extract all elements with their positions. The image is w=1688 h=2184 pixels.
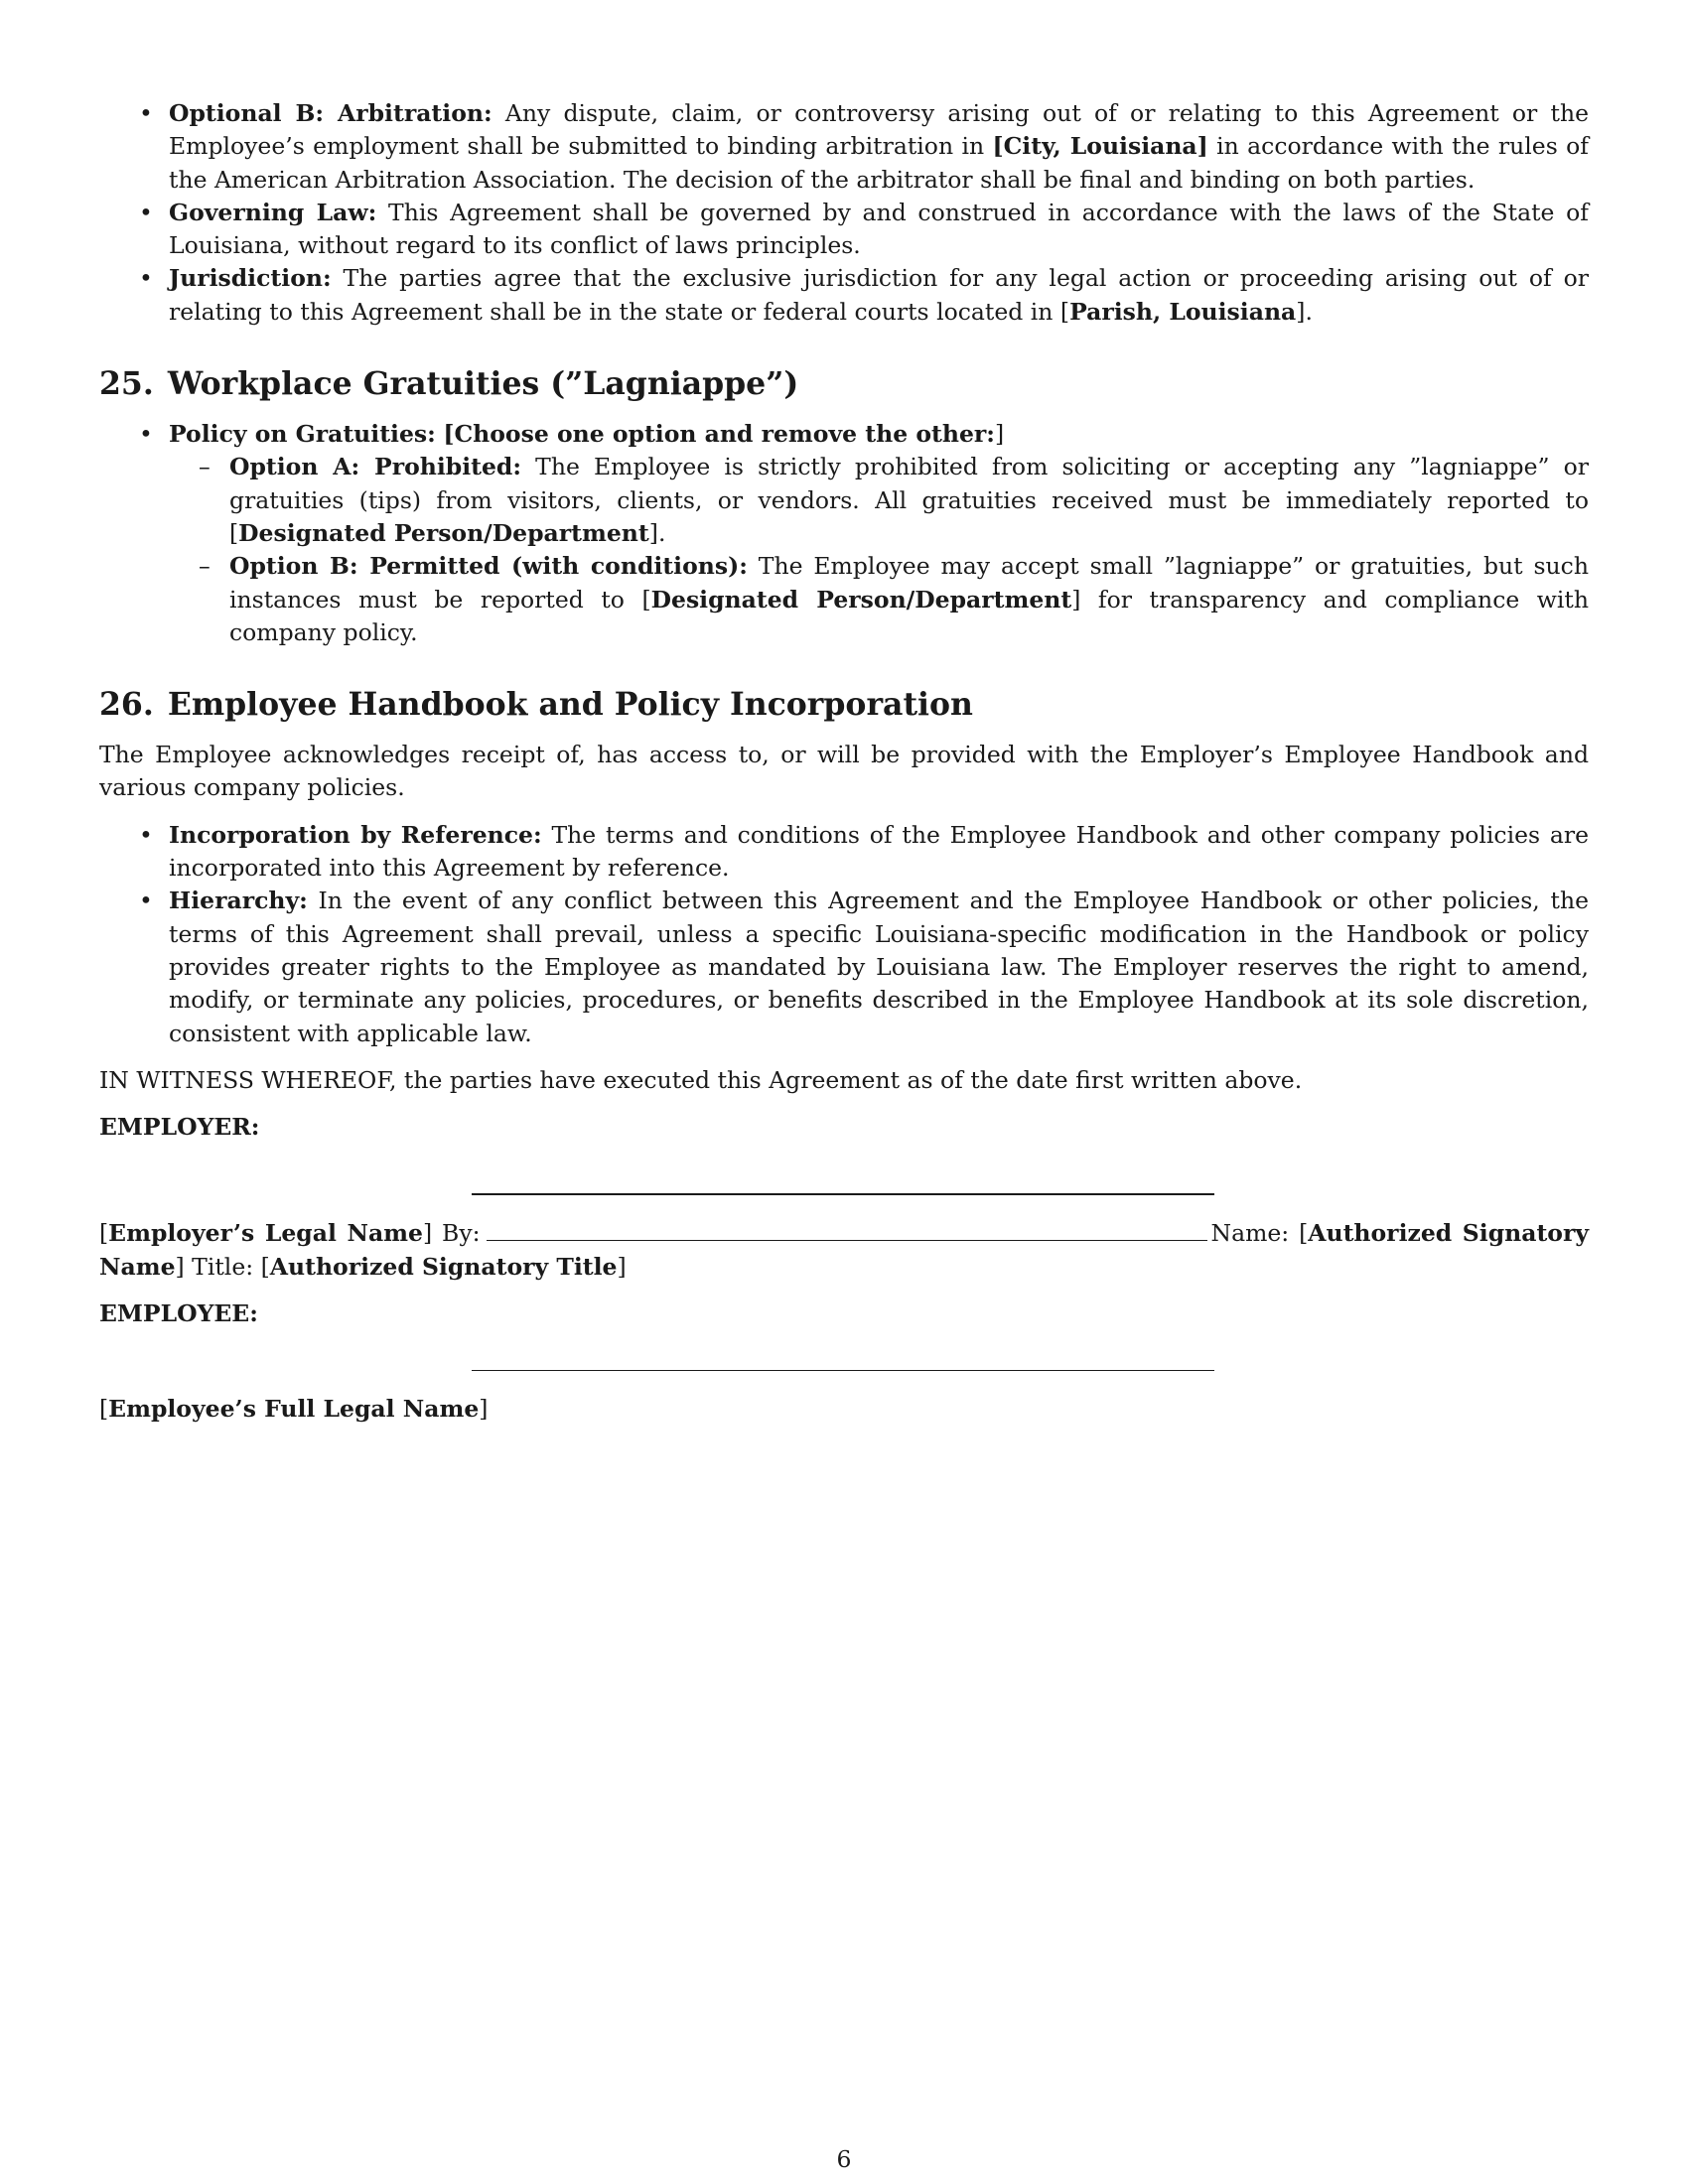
gratuity-options-list — [169, 451, 1589, 649]
section-26-title: Employee Handbook and Policy Incorporation — [167, 686, 973, 724]
employer-heading — [99, 1111, 1589, 1144]
incorporation-text: The terms and conditions of the Employee Handbook and other company policies are incorporated into this Agreement by reference. — [169, 820, 1590, 883]
title-label: Title: — [192, 1252, 254, 1281]
option-b-label: Option B: Permitted (with conditions): — [229, 552, 748, 581]
option-a-label: Option A: Prohibited: — [229, 453, 522, 481]
list-item-option-a: – Option A: Prohibited: The Employee is strictly prohibited from soliciting or accepting any ”lagniappe” or gratuities (tips) from visitors, clients, or vendors. All gratuities received must be immediately reported to [Designated Person/Department]. — [169, 451, 1589, 550]
hierarchy-text: In the event of any conflict between this Agreement and the Employee Handbook or other policies, the terms of this Agreement shall prevail, unless a specific Louisiana-specific modification in the Handbook or policy provides greater rights to the Employee as mandated by Louisiana law. The Employer reserves the right to amend, modify, or terminate any policies, procedures, or benefits described in the Employee Handbook at its sole discretion, consistent with applicable law. — [169, 887, 1589, 1047]
employee-full-name-placeholder: Employee’s Full Legal Name — [108, 1395, 480, 1424]
dispute-resolution-list — [99, 97, 1589, 329]
arbitration-city-placeholder: [City, Louisiana] — [992, 132, 1208, 161]
jurisdiction-label: Jurisdiction: — [169, 264, 332, 293]
hierarchy-label: Hierarchy: — [169, 887, 308, 915]
policy-choose-instruction: [Choose one option and remove the other: — [443, 420, 995, 449]
witness-statement: IN WITNESS WHEREOF, the parties have executed this Agreement as of the date first written above. — [99, 1065, 1303, 1094]
by-signature-line[interactable] — [487, 1222, 1207, 1241]
employee-name-block: [Employee’s Full Legal Name] — [99, 1395, 489, 1424]
handbook-intro: The Employee acknowledges receipt of, has access to, or will be provided with the Employer’s Employee Handbook and various company policies. — [99, 741, 1589, 802]
policy-gratuities-label: Policy on Gratuities: — [169, 420, 436, 449]
governing-law-text: This Agreement shall be governed by and construed in accordance with the laws of the State of Louisiana, without regard to its conflict of laws principles. — [169, 198, 1589, 260]
incorporation-label: Incorporation by Reference: — [169, 820, 542, 849]
jurisdiction-parish-placeholder: Parish, Louisiana — [1069, 297, 1297, 326]
gratuities-list — [99, 418, 1589, 649]
arbitration-label: Optional B: Arbitration: — [169, 99, 492, 127]
list-item-option-b: – Option B: Permitted (with conditions): The Employee may accept small ”lagniappe” or gratuities, but such instances must be reported to [Designated Person/Department] for transparency and compliance with company policy. — [169, 550, 1589, 649]
jurisdiction-text: The parties agree that the exclusive jurisdiction for any legal action or proceeding arising out of or relating to this Agreement shall be in the state or federal courts located in — [169, 264, 1589, 326]
option-a-text: The Employee is strictly prohibited from soliciting or accepting any ”lagniappe” or gratuities (tips) from visitors, clients, or vendors. All gratuities received must be immediately reported to — [229, 453, 1590, 514]
document-page — [99, 97, 1589, 1427]
list-item-policy-gratuities: • Policy on Gratuities: [Choose one option and remove the other:] – Option A: Prohibited: The Employee is strictly prohibited from soliciting or accepting any ”lagniappe” or gratuities (tips) from visitors, clients, or vendors. All gratuities received must be immediately reported to [Designated Person/Department]. – Option B: Permitted (with conditions): The Employee may accept small ”lagniappe” or gratuities, but such instances must be reported to [Designated Person/Department] for transparency and compliance with company policy. — [99, 418, 1589, 649]
option-b-text: The Employee may accept small ”lagniappe” or gratuities, but such instances must be reported to — [229, 552, 1589, 614]
option-a-placeholder: Designated Person/Department — [238, 518, 649, 547]
by-label: By: — [442, 1219, 481, 1248]
option-b-text-end: for transparency and compliance with company policy. — [229, 585, 1589, 646]
option-b-placeholder: Designated Person/Department — [650, 585, 1072, 614]
list-item-hierarchy — [99, 885, 1589, 1049]
signatory-title-placeholder: Authorized Signatory Title — [269, 1252, 618, 1281]
list-item-arbitration — [99, 97, 1589, 197]
section-26-number: 26. — [99, 686, 154, 724]
list-item-governing-law — [99, 197, 1589, 263]
spacer — [99, 1144, 1589, 1193]
section-25-heading — [99, 364, 1589, 404]
employer-legal-name-placeholder: Employer’s Legal Name — [108, 1219, 423, 1248]
governing-law-label: Governing Law: — [169, 198, 377, 226]
list-item-jurisdiction: • Jurisdiction: The parties agree that the exclusive jurisdiction for any legal action or proceeding arising out of or relating to this Agreement shall be in the state or federal courts located in [Parish, Louisiana]. — [99, 262, 1589, 329]
spacer — [99, 1330, 1589, 1370]
arbitration-text-end: in accordance with the rules of the American Arbitration Association. The decision of the arbitrator shall be final and binding on both parties. — [169, 132, 1589, 194]
section-25-title: Workplace Gratuities (”Lagniappe”) — [167, 365, 799, 403]
employer-signature-line[interactable] — [472, 1193, 1214, 1195]
employee-signature-line[interactable] — [472, 1370, 1214, 1371]
handbook-list — [99, 819, 1589, 1050]
signatory-name-placeholder: Authorized Signatory Name — [99, 1219, 1590, 1281]
name-label: Name: — [1210, 1219, 1290, 1248]
employee-heading — [99, 1297, 1589, 1330]
arbitration-text: Any dispute, claim, or controversy arising out of or relating to this Agreement or the Employee’s employment shall be submitted to binding arbitration in — [169, 99, 1589, 161]
employer-signature-block: [Employer’s Legal Name] By: Name: [Authorized Signatory Name] Title: [Authorized Signatory Title] — [99, 1219, 1590, 1281]
employer-heading-text: EMPLOYER: — [99, 1113, 260, 1142]
jurisdiction-text-end: . — [1305, 297, 1313, 326]
page-number: 6 — [836, 2145, 852, 2173]
list-item-incorporation — [99, 819, 1589, 886]
employee-heading-text: EMPLOYEE: — [99, 1299, 258, 1328]
section-26-heading — [99, 685, 1589, 725]
option-a-end: . — [657, 518, 666, 547]
section-25-number: 25. — [99, 365, 154, 403]
